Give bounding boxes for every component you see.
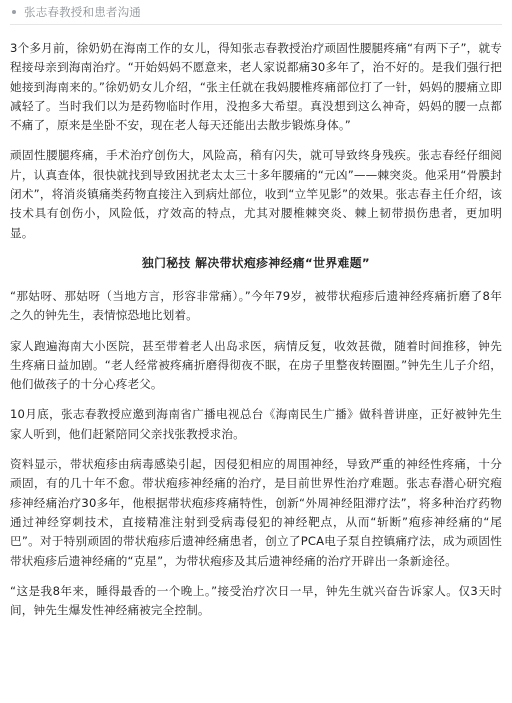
paragraph-6: 资料显示，带状疱疹由病毒感染引起，因侵犯相应的周围神经，导致严重的神经性疼痛，十分顽固，有的几十年不愈。带状疱疹神经痛的治疗，是目前世界性治疗难题。张志春潜心研究疱疹神经痛治疗30多年，他根据带状疱疹疼痛特性，创新“外周神经阻滞疗法”，将多种治疗药物通过神经穿刺技术，直接精准注射到受病毒侵犯的神经靶点，从而“斩断”疱疹神经痛的“尾巴”。对于特别顽固的带状疱疹后遗神经痛患者，创立了PCA电子泵自控镇痛疗法，成为顽固性带状疱疹后遗神经痛的“克星”，为带状疱疹及其后遗神经痛的治疗开辟出一条新途径。 — [10, 457, 502, 568]
paragraph-1: 3个多月前，徐奶奶在海南工作的女儿，得知张志春教授治疗顽固性腰腿疼痛“有两下子”，就专程接母亲到海南治疗。“开始妈妈不愿意来，老人家说都痛30多年了，治不好的。是我们强行把她接到海南来的。”徐奶奶女儿介绍，“张主任就在我妈腰椎疼痛部位打了一针，妈妈的腰痛立即减轻了。当时我们以为是药物临时作用，没抱多大希望。真没想到这么神奇，妈妈的腰一点都不痛了，原来是坐卧不安，现在老人每天还能出去散步锻炼身体。” — [10, 41, 502, 133]
paragraph-2: 顽固性腰腿疼痛，手术治疗创伤大，风险高，稍有闪失，就可导致终身残疾。张志春经仔细阅片，认真查体，很快就找到导致困扰老太太三十多年腰痛的“元凶”——棘突炎。他采用“骨膜封闭术”，将消炎镇痛类药物直接注入到病灶部位，收到“立竿见影”的效果。张志春主任介绍，该技术具有创伤小，风险低，疗效高的特点，尤其对腰椎棘突炎、棘上韧带损伤患者，更加明显。 — [10, 148, 502, 240]
paragraph-5: 10月底，张志春教授应邀到海南省广播电视总台《海南民生广播》做科普讲座，正好被钟先生家人听到，他们赶紧陪同父亲找张教授求治。 — [10, 407, 502, 441]
caption-text: 张志春教授和患者沟通 — [24, 5, 141, 19]
image-caption — [12, 0, 502, 24]
bullet-dot-icon — [12, 10, 16, 14]
paragraph-4: 家人跑遍海南大小医院，甚至带着老人出岛求医，病情反复，收效甚微，随着时间推移，钟先生疼痛日益加剧。“老人经常被疼痛折磨得彻夜不眠，在房子里整夜转圈圈。”钟先生儿子介绍，他们做孩子的十分心疼老父。 — [10, 338, 502, 392]
paragraph-3: “那姑呀、那姑呀（当地方言，形容非常痛）。”今年79岁，被带状疱疹后遗神经疼痛折磨了8年之久的钟先生，表情惊恐地比划着。 — [10, 288, 502, 323]
section-heading: 独门秘技 解决带状疱疹神经痛“世界难题” — [141, 255, 371, 270]
paragraph-7: “这是我8年来，睡得最香的一个晚上。”接受治疗次日一早，钟先生就兴奋告诉家人。仅3天时间，钟先生爆发性神经痛被完全控制。 — [10, 583, 502, 618]
caption-divider — [10, 24, 502, 25]
